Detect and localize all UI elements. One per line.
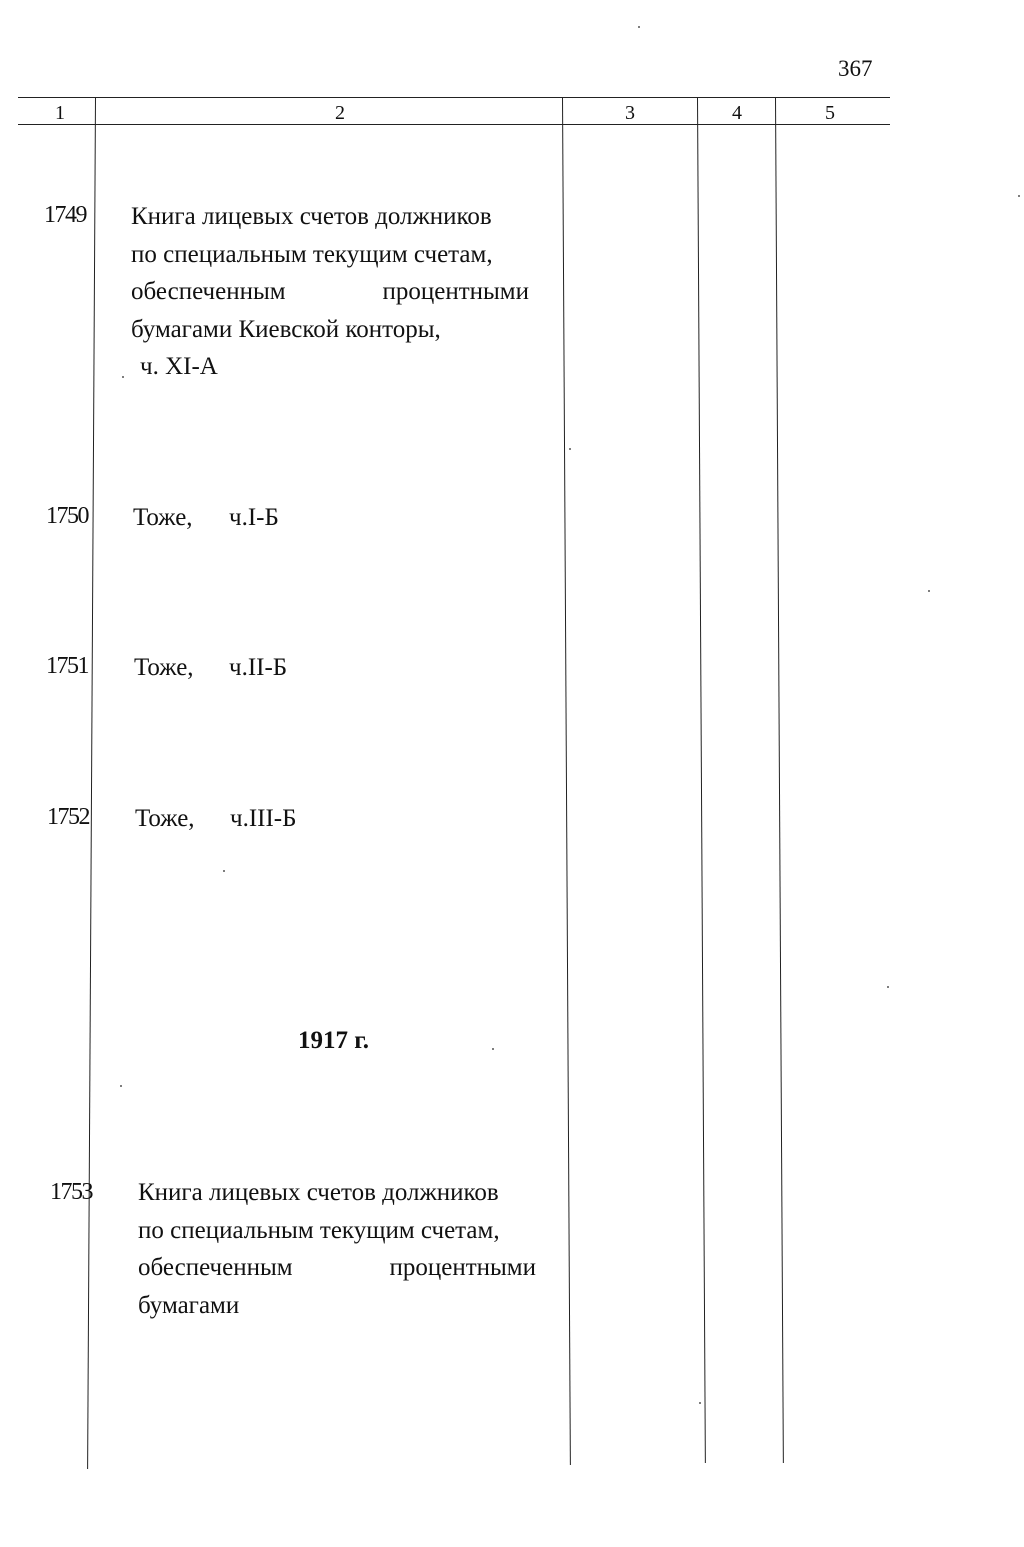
entry-text-1753	[138, 1174, 536, 1324]
page-number: 367	[838, 56, 873, 81]
scan-speck	[638, 26, 640, 28]
header-bottom-rule	[18, 124, 890, 125]
entry-line: по специальным текущим счетам,	[138, 1216, 500, 1244]
scan-speck	[569, 448, 571, 450]
entry-line: ч. XI-А	[140, 353, 218, 380]
entry-line: обеспеченным процентными	[131, 278, 529, 305]
entry-line: Книга лицевых счетов должников	[131, 203, 492, 230]
entry-number-1753: 1753	[50, 1179, 92, 1205]
scan-speck	[699, 1402, 701, 1404]
scan-speck	[122, 376, 124, 378]
table-top-rule	[18, 97, 890, 98]
column-header-2: 2	[335, 102, 345, 124]
entry-number-1749: 1749	[44, 202, 86, 228]
column-header-4: 4	[732, 102, 742, 124]
entry-number-1750: 1750	[46, 503, 88, 529]
entry-part-1752: ч.III-Б	[230, 805, 297, 832]
entry-line: бумагами Киевской конторы,	[131, 315, 441, 343]
entry-part-1751: ч.II-Б	[229, 654, 288, 681]
entry-line: бумагами	[138, 1291, 240, 1319]
entry-title-1752: Тоже,	[135, 805, 195, 832]
column-header-1: 1	[55, 102, 65, 124]
year-heading: 1917 г.	[298, 1027, 370, 1054]
scan-speck	[887, 986, 889, 988]
entry-number-1751: 1751	[46, 653, 88, 679]
column-divider-2-3	[562, 97, 571, 1465]
column-divider-3-4	[697, 97, 706, 1463]
entry-text-1749	[131, 198, 529, 386]
scan-speck	[1018, 195, 1020, 197]
entry-line: по специальным текущим счетам,	[131, 240, 493, 268]
column-header-5: 5	[825, 102, 835, 124]
entry-title-1750: Тоже,	[133, 504, 193, 531]
entry-line: Книга лицевых счетов должников	[138, 1179, 499, 1206]
entry-title-1751: Тоже,	[134, 654, 194, 681]
scan-speck	[492, 1048, 494, 1050]
scan-speck	[928, 590, 930, 592]
scan-speck	[120, 1085, 122, 1087]
entry-part-1750: ч.I-Б	[229, 504, 279, 531]
entry-number-1752: 1752	[47, 804, 89, 830]
entry-line: обеспеченным процентными	[138, 1254, 536, 1281]
column-divider-1-2	[87, 97, 96, 1469]
scan-speck	[223, 870, 225, 872]
column-divider-4-5	[775, 97, 784, 1463]
column-header-3: 3	[625, 102, 635, 124]
